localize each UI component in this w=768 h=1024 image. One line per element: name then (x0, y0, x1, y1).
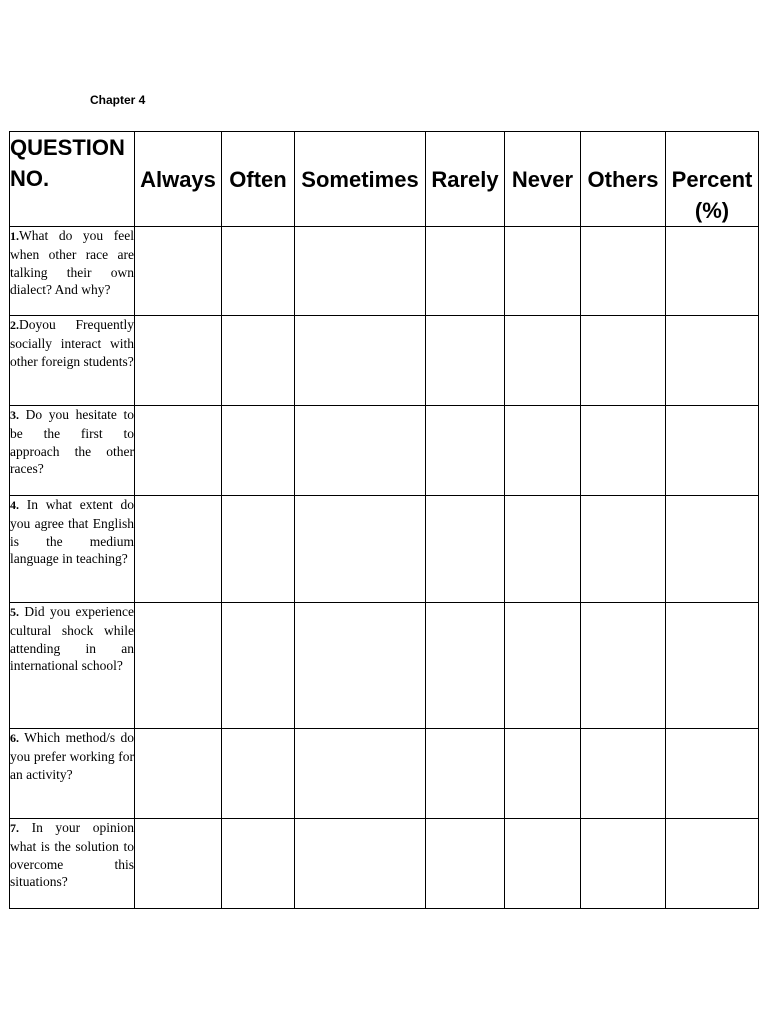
response-cell (426, 603, 505, 729)
response-cell (581, 819, 666, 909)
survey-table (9, 131, 759, 909)
question-cell (10, 603, 135, 729)
question-text: Do you hesitate to be the first to approach the other races? (10, 407, 134, 477)
response-cell (581, 406, 666, 496)
response-cell (581, 496, 666, 603)
response-cell (581, 603, 666, 729)
question-cell (10, 316, 135, 406)
response-cell (222, 227, 295, 316)
response-cell (135, 729, 222, 819)
question-row (10, 819, 759, 909)
question-text: In your opinion what is the solution to overcome this situations? (10, 820, 134, 890)
question-number: 5. (10, 605, 19, 619)
question-text: What do you feel when other race are talking their own dialect? And why? (10, 228, 134, 298)
response-cell (505, 496, 581, 603)
header-sometimes: Sometimes (295, 132, 426, 227)
header-question-no: QUESTION NO. (10, 132, 135, 227)
response-cell (505, 227, 581, 316)
response-cell (295, 316, 426, 406)
response-cell (426, 496, 505, 603)
header-row (10, 132, 759, 227)
response-cell (135, 406, 222, 496)
header-percent: Percent (%) (666, 132, 759, 227)
response-cell (222, 729, 295, 819)
response-cell (666, 819, 759, 909)
question-text: Which method/s do you prefer working for an activity? (10, 730, 134, 782)
question-number: 6. (10, 731, 19, 745)
question-row (10, 316, 759, 406)
response-cell (135, 603, 222, 729)
question-number: 2. (10, 318, 19, 332)
question-number: 1. (10, 229, 19, 243)
response-cell (222, 406, 295, 496)
response-cell (426, 406, 505, 496)
response-cell (135, 316, 222, 406)
header-often: Often (222, 132, 295, 227)
response-cell (581, 227, 666, 316)
response-cell (426, 227, 505, 316)
response-cell (581, 729, 666, 819)
chapter-heading: Chapter 4 (90, 93, 146, 107)
question-number: 3. (10, 408, 19, 422)
header-others: Others (581, 132, 666, 227)
response-cell (505, 603, 581, 729)
question-cell (10, 819, 135, 909)
response-cell (222, 819, 295, 909)
question-cell (10, 496, 135, 603)
question-cell (10, 729, 135, 819)
response-cell (666, 729, 759, 819)
response-cell (666, 227, 759, 316)
response-cell (505, 316, 581, 406)
question-cell (10, 406, 135, 496)
response-cell (666, 603, 759, 729)
question-number: 4. (10, 498, 19, 512)
question-row (10, 603, 759, 729)
response-cell (426, 819, 505, 909)
question-row (10, 729, 759, 819)
question-cell (10, 227, 135, 316)
question-text: In what extent do you agree that English is the medium language in teaching? (10, 497, 134, 567)
question-row (10, 496, 759, 603)
header-always: Always (135, 132, 222, 227)
response-cell (666, 316, 759, 406)
response-cell (135, 227, 222, 316)
question-row (10, 227, 759, 316)
response-cell (581, 316, 666, 406)
response-cell (222, 316, 295, 406)
response-cell (222, 603, 295, 729)
response-cell (135, 819, 222, 909)
question-text: Did you experience cultural shock while attending in an international school? (10, 604, 134, 674)
response-cell (295, 227, 426, 316)
response-cell (505, 819, 581, 909)
response-cell (426, 316, 505, 406)
question-row (10, 406, 759, 496)
response-cell (295, 819, 426, 909)
response-cell (295, 496, 426, 603)
header-rarely: Rarely (426, 132, 505, 227)
response-cell (426, 729, 505, 819)
response-cell (135, 496, 222, 603)
response-cell (222, 496, 295, 603)
response-cell (505, 406, 581, 496)
response-cell (666, 496, 759, 603)
response-cell (295, 729, 426, 819)
header-never: Never (505, 132, 581, 227)
response-cell (505, 729, 581, 819)
response-cell (295, 406, 426, 496)
response-cell (666, 406, 759, 496)
response-cell (295, 603, 426, 729)
question-number: 7. (10, 821, 19, 835)
question-text: Doyou Frequently socially interact with other foreign students? (10, 317, 134, 369)
